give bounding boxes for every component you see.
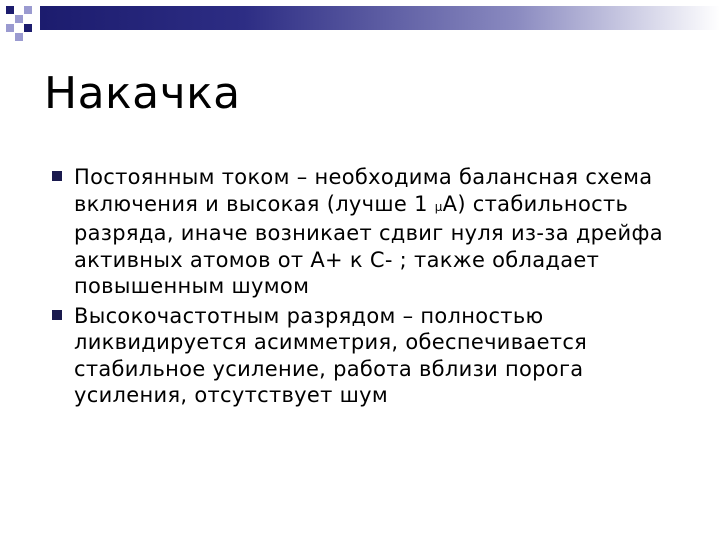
- decor-square: [6, 24, 14, 32]
- slide-title: Накачка: [44, 68, 241, 119]
- decor-square: [15, 33, 23, 41]
- bullet-text-part: А) стабильность разряда, иначе возникает сдвиг нуля из-за дрейфа активных атомов от А+ к С- ; также обладает повышенным шумом: [74, 191, 663, 298]
- decor-square: [24, 24, 32, 32]
- bullet-text-part: Высокочастотным разрядом – полностью ликвидируется асимметрия, обеспечивается стабильное усиление, работа вблизи порога усиления, отсутствует шум: [74, 303, 588, 407]
- square-bullet-icon: [52, 310, 62, 320]
- decor-square: [6, 6, 14, 14]
- bullet-text: [74, 164, 682, 300]
- square-bullet-icon: [52, 171, 62, 181]
- bullet-item: [52, 164, 682, 300]
- decor-square: [24, 6, 32, 14]
- bullet-text-part: Постоянным током – необходима балансная схема включения и высокая (лучше 1: [74, 165, 653, 216]
- header-gradient-band: [40, 6, 720, 30]
- bullet-list: [52, 164, 682, 412]
- mu-symbol: μ: [434, 199, 443, 214]
- bullet-item: [52, 303, 682, 409]
- decor-square: [15, 15, 23, 23]
- bullet-text: [74, 303, 682, 409]
